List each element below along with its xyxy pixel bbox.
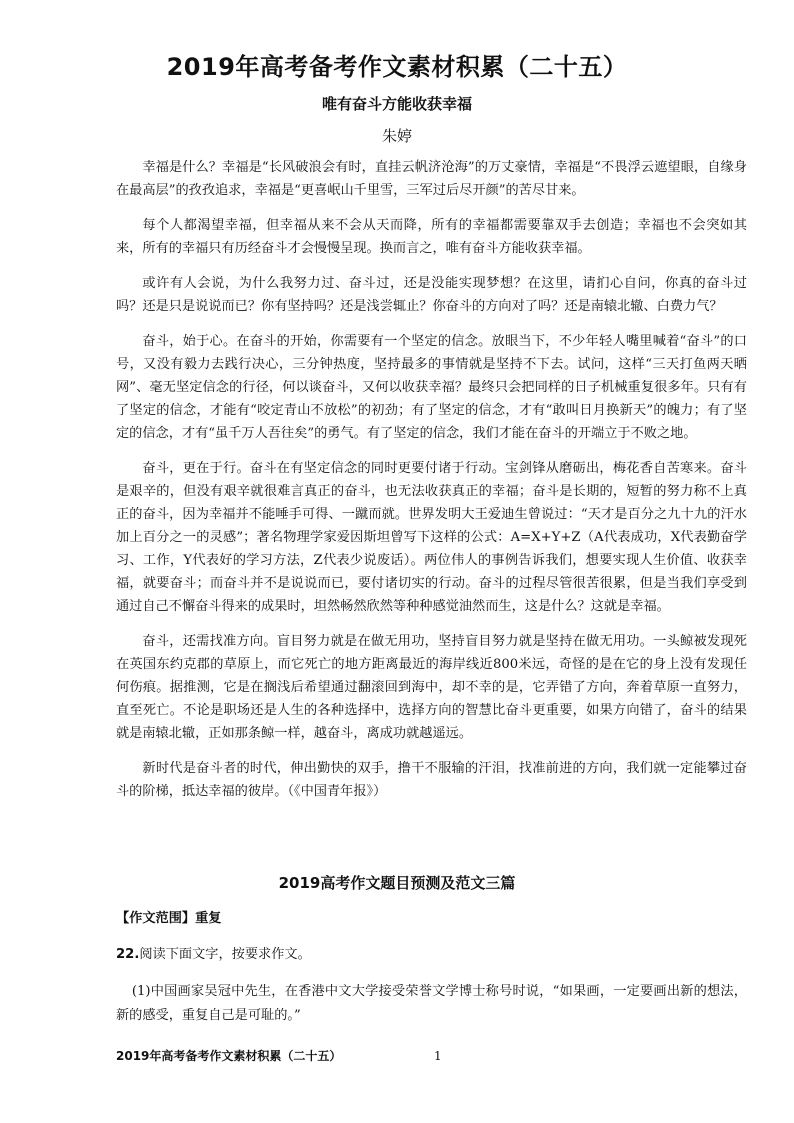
prompt-section xyxy=(116,908,747,1028)
prompt-quote: (1)中国画家吴冠中先生，在香港中文大学接受荣誉文学博士称号时说，“如果画，一定要画出新的想法，新的感受，重复自己是可耻的。” xyxy=(116,984,747,1023)
essay-scope xyxy=(116,908,747,930)
scope-value: 重复 xyxy=(195,911,222,926)
paragraph-4: 奋斗，始于心。在奋斗的开始，你需要有一个坚定的信念。放眼当下，不少年轻人嘴里喊着“奋斗”的口号，又没有毅力去践行决心，三分钟热度，坚持最多的事情就是坚持不下去。试问，这样“三天打鱼两天晒网”、毫无坚定信念的行径，何以谈奋斗，又何以收获幸福？最终只会把同样的日子机械重复很多年。只有有了坚定的信念，才能有“咬定青山不放松”的初劲；有了坚定的信念，才有“敢叫日月换新天”的魄力；有了坚定的信念，才有“虽千万人吾往矣”的勇气。有了坚定的信念，我们才能在奋斗的开端立于不败之地。 xyxy=(116,334,747,441)
document-title: 2019年高考备考作文素材积累（二十五） xyxy=(166,53,628,81)
paragraph-5: 奋斗，更在于行。奋斗在有坚定信念的同时更要付诸于行动。宝剑锋从磨砺出，梅花香自苦寒来。奋斗是艰辛的，但没有艰辛就很难言真正的奋斗，也无法收获真正的幸福；奋斗是长期的，短暂的努力称不上真正的奋斗，因为幸福并不能唾手可得、一蹴而就。世界发明大王爱迪生曾说过：“天才是百分之九十九的汗水加上百分之一的灵感”；著名物理学家爱因斯坦曾写下这样的公式：A=X+Y+Z（A代表成功，X代表勤奋学习、工作，Y代表好的学习方法，Z代表少说废话）。两位伟人的事例告诉我们，想要实现人生价值、收获幸福，就要奋斗；而奋斗并不是说说而已，要付诸切实的行动。奋斗的过程尽管很苦很累，但是当我们享受到通过自己不懈奋斗得来的成果时，坦然畅然欣然等种种感觉油然而生，这是什么？这就是幸福。 xyxy=(116,461,747,614)
article-body xyxy=(116,156,747,815)
footer-title: 2019年高考备考作文素材积累（二十五） xyxy=(116,1049,342,1063)
paragraph-2: 每个人都渴望幸福，但幸福从来不会从天而降，所有的幸福都需要靠双手去创造；幸福也不会突如其来，所有的幸福只有历经奋斗才会慢慢呈现。换而言之，唯有奋斗方能收获幸福。 xyxy=(116,218,747,256)
question-number: 22. xyxy=(116,947,140,962)
page-number: 1 xyxy=(434,1049,442,1063)
paragraph-7: 新时代是奋斗者的时代，伸出勤快的双手，撸干不服输的汗泪，找准前进的方向，我们就一定能攀过奋斗的阶梯，抵达幸福的彼岸。（《中国青年报》） xyxy=(116,761,747,799)
paragraph-1: 幸福是什么？幸福是“长风破浪会有时，直挂云帆济沧海”的万丈豪情，幸福是“不畏浮云遮望眼，自缘身在最高层”的孜孜追求，幸福是“更喜岷山千里雪，三军过后尽开颜”的苦尽甘来。 xyxy=(116,160,747,198)
section-title: 2019高考作文题目预测及范文三篇 xyxy=(278,874,516,892)
question-text: 阅读下面文字，按要求作文。 xyxy=(139,947,311,962)
question-line xyxy=(116,944,747,966)
paragraph-6: 奋斗，还需找准方向。盲目努力就是在做无用功，坚持盲目努力就是坚持在做无用功。一头鲸被发现死在英国东约克郡的草原上，而它死亡的地方距离最近的海岸线近800米远，奇怪的是在它的身上没有发现任何伤痕。据推测，它是在搁浅后希望通过翻滚回到海中，却不幸的是，它弄错了方向，奔着草原一直努力，直至死亡。不论是职场还是人生的各种选择中，选择方向的智慧比奋斗更重要，如果方向错了，奋斗的结果就是南辕北辙，正如那条鲸一样，越奋斗，离成功就越遥远。 xyxy=(116,634,747,741)
scope-label: 【作文范围】 xyxy=(116,911,196,926)
paragraph-3: 或许有人会说，为什么我努力过、奋斗过，还是没能实现梦想？在这里，请扪心自问，你真的奋斗过吗？还是只是说说而已？你有坚持吗？还是浅尝辄止？你奋斗的方向对了吗？还是南辕北辙、白费力气？ xyxy=(116,276,747,314)
article-author: 朱婷 xyxy=(381,127,412,145)
article-title: 唯有奋斗方能收获幸福 xyxy=(321,95,472,113)
